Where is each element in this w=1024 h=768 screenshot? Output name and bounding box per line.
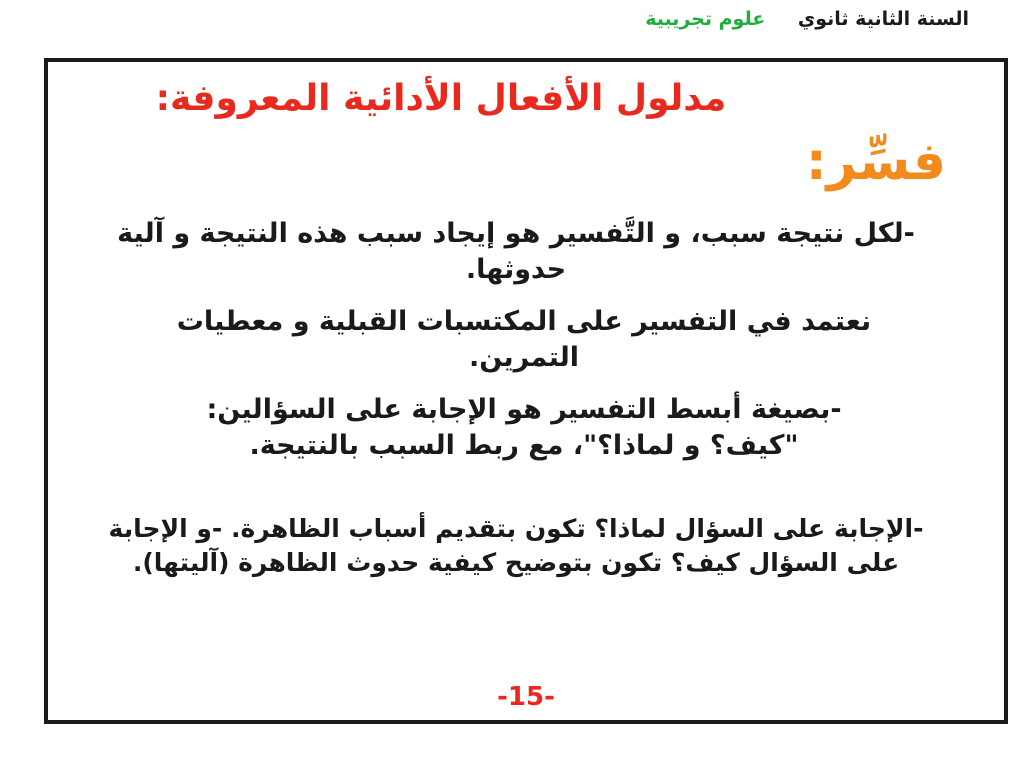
verb-heading: فسِّر: — [805, 132, 946, 192]
page-number: -15- — [497, 682, 555, 712]
paragraph-method: نعتمد في التفسير على المكتسبات القبلية و معطيات التمرين. — [176, 306, 872, 374]
page-header — [645, 8, 969, 30]
paragraph-how-why: -الإجابة على السؤال لماذا؟ تكون بتقديم أسباب الظاهرة. -و الإجابة على السؤال كيف؟ تكون بتوضيح كيفية حدوث الظاهرة (آليتها). — [108, 514, 924, 577]
paragraph-definition: -لكل نتيجة سبب، و التَّفسير هو إيجاد سبب هذه النتيجة و آلية حدوثها. — [117, 218, 915, 286]
stream-name: علوم تجريبية — [645, 8, 766, 30]
content-frame — [44, 58, 1008, 724]
page-title: مدلول الأفعال الأدائية المعروفة: — [155, 78, 727, 119]
school-level: السنة الثانية ثانوي — [797, 8, 969, 30]
paragraph-simple-form: -بصيغة أبسط التفسير هو الإجابة على السؤالين: "كيف؟ و لماذا؟"، مع ربط السبب بالنتيجة. — [206, 394, 842, 462]
